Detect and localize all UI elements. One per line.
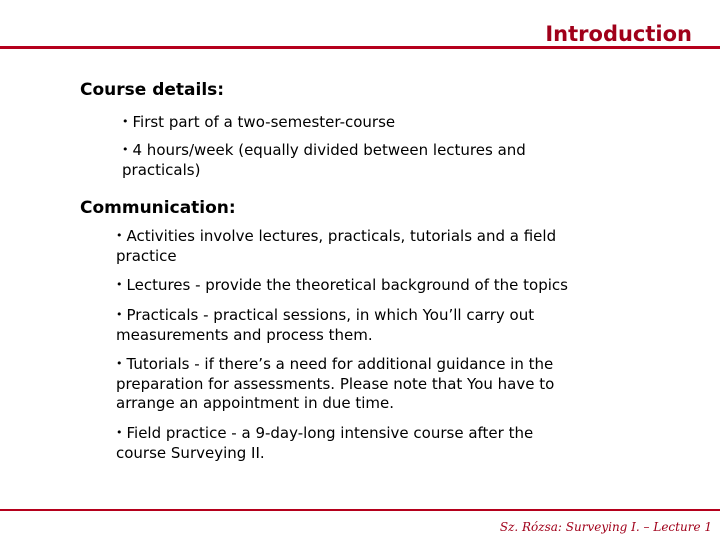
list-item [122, 113, 582, 133]
list-item-text: 4 hours/week (equally divided between lectures and practicals) [122, 141, 526, 179]
list-item [116, 276, 616, 296]
list-item-text: First part of a two-semester-course [132, 113, 396, 131]
list-item-text: Activities involve lectures, practicals, tutorials and a field practice [116, 227, 557, 265]
list-item-text: Practicals - practical sessions, in which You’ll carry out measurements and process them. [116, 306, 535, 344]
section-heading-course-details: Course details: [80, 80, 225, 100]
list-item [116, 355, 596, 413]
footer-divider [0, 509, 720, 511]
slide-footer: Sz. Rózsa: Surveying I. – Lecture 1 [499, 520, 712, 534]
bullet-icon: • [116, 426, 123, 439]
list-item [116, 227, 606, 266]
bullet-icon: • [116, 229, 123, 242]
bullet-icon: • [116, 278, 123, 291]
list-item-text: Tutorials - if there’s a need for additional guidance in the preparation for assessments. Please note that You have to arrange an appointment in due time. [116, 355, 555, 412]
section-heading-communication: Communication: [80, 198, 236, 218]
title-divider [0, 46, 720, 49]
list-item-text: Lectures - provide the theoretical background of the topics [126, 276, 568, 294]
list-item [116, 306, 586, 345]
list-item [122, 141, 582, 180]
bullet-icon: • [116, 308, 123, 321]
bullet-icon: • [122, 115, 129, 128]
bullet-icon: • [116, 357, 123, 370]
slide-title: Introduction [545, 22, 692, 46]
list-item-text: Field practice - a 9-day-long intensive course after the course Surveying II. [116, 424, 534, 462]
bullet-icon: • [122, 143, 129, 156]
list-item [116, 424, 586, 463]
